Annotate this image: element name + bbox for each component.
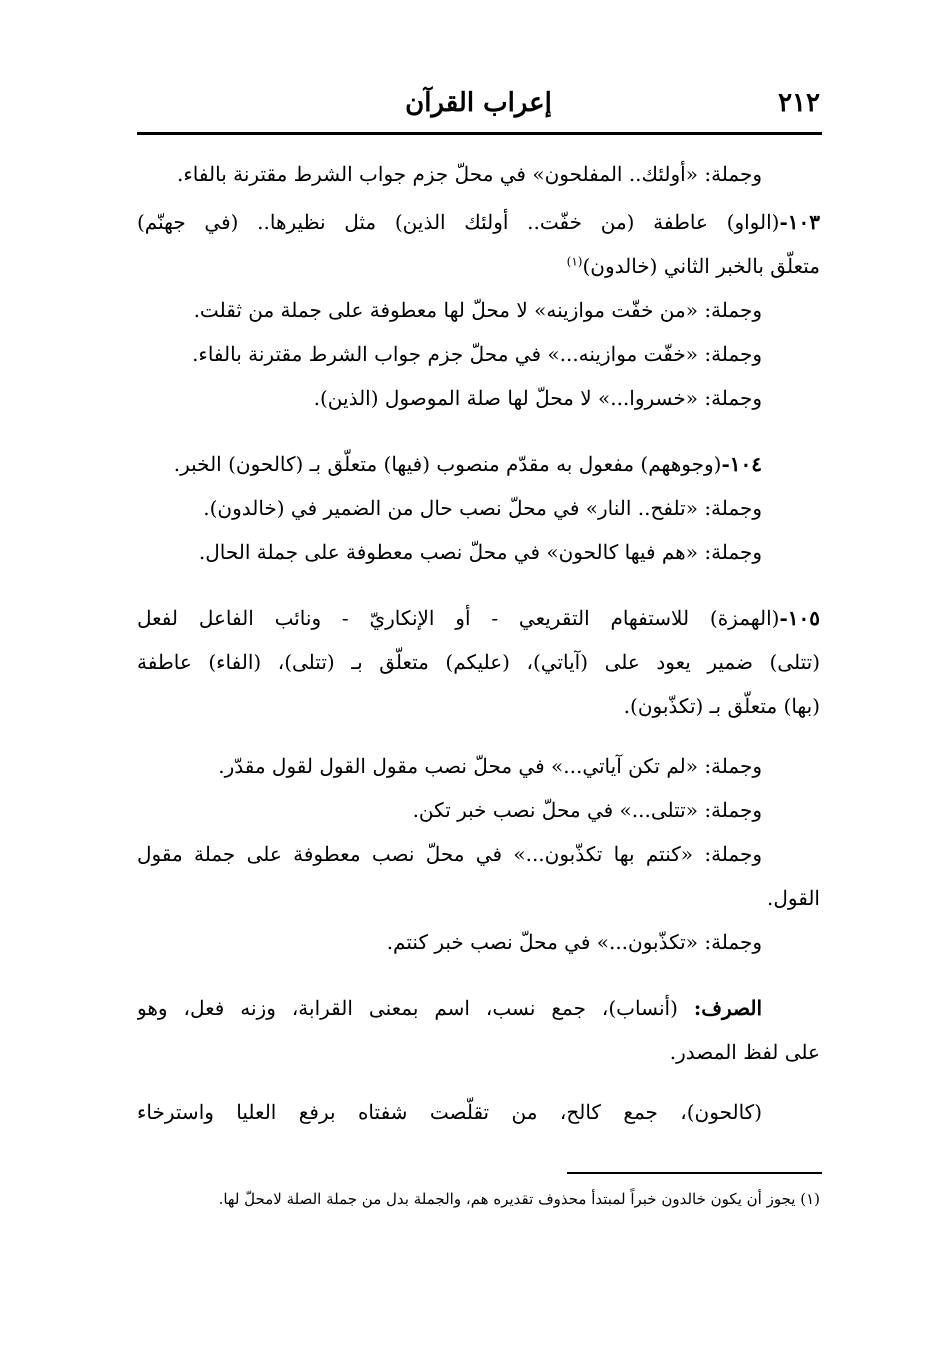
- paragraph-text: (الواو) عاطفة (من خفّت.. أولئك الذين) مثل نظيرها.. (في جهنّم): [137, 210, 780, 234]
- footnote-reference[interactable]: (١): [566, 254, 583, 269]
- sentence-line: وجملة: «لم تكن آياتي...» في محلّ نصب مقول القول لقول مقدّر.: [218, 754, 762, 778]
- paragraph-text: (وجوههم) مفعول به مقدّم منصوب (فيها) متعلّق بـ (كالحون) الخبر.: [173, 452, 722, 476]
- sentence-line: وجملة: «كنتم بها تكذّبون...» في محلّ نصب معطوفة على جملة مقول: [137, 842, 762, 866]
- morphology-line: [137, 986, 820, 1030]
- sentence-line: وجملة: «تتلى...» في محلّ نصب خبر تكن.: [412, 798, 762, 822]
- sentence-line: وجملة: «تلفح.. النار» في محلّ نصب حال من الضمير في (خالدون).: [203, 496, 762, 520]
- footnote: (١) يجوز أن يكون خالدون خبراً لمبتدأ محذوف تقديره هم، والجملة بدل من جملة الصلة لامحلّ لها.: [218, 1190, 820, 1208]
- morphology-heading: الصرف:: [693, 996, 763, 1020]
- paragraph-text: (أنساب)، جمع نسب، اسم بمعنى القرابة، وزنه فعل، وهو: [137, 996, 678, 1020]
- header-rule: [137, 132, 822, 135]
- paragraph-104-line: [137, 442, 820, 486]
- page-body: [137, 152, 820, 1134]
- paragraph-text: متعلّق بالخبر الثاني (خالدون): [582, 254, 820, 278]
- running-title: إعراب القرآن: [405, 88, 552, 118]
- sentence-line: وجملة: «من خفّت موازينه» لا محلّ لها معطوفة على جملة من ثقلت.: [193, 298, 762, 322]
- sentence-line: وجملة: «أولئك.. المفلحون» في محلّ جزم جواب الشرط مقترنة بالفاء.: [177, 162, 762, 186]
- sentence-line: وجملة: «خسروا...» لا محلّ لها صلة الموصول (الذين).: [313, 386, 762, 410]
- page-number: ٢١٢: [778, 88, 820, 118]
- verse-number-104: ١٠٤-: [721, 452, 762, 476]
- paragraph-105-line: (تتلى) ضمير يعود على (آياتي)، (عليكم) متعلّق بـ (تتلى)، (الفاء) عاطفة: [137, 650, 820, 674]
- paragraph-text: (الهمزة) للاستفهام التقريعي - أو الإنكاريّ - ونائب الفاعل لفعل: [137, 606, 780, 630]
- sentence-line: وجملة: «هم فيها كالحون» في محلّ نصب معطوفة على جملة الحال.: [198, 540, 762, 564]
- paragraph-105-line: (بها) متعلّق بـ (تكذّبون).: [623, 694, 820, 718]
- verse-number-103: ١٠٣-: [779, 210, 820, 234]
- sentence-line: وجملة: «خفّت موازينه...» في محلّ جزم جواب الشرط مقترنة بالفاء.: [192, 342, 762, 366]
- verse-number-105: ١٠٥-: [779, 606, 820, 630]
- paragraph-105-line: [137, 596, 820, 640]
- page-header: [137, 88, 820, 128]
- morphology-line: على لفظ المصدر.: [669, 1040, 820, 1064]
- sentence-line: وجملة: «تكذّبون...» في محلّ نصب خبر كنتم.: [386, 930, 762, 954]
- sentence-line: القول.: [767, 886, 820, 910]
- morphology-line: (كالحون)، جمع كالح، من تقلّصت شفتاه برفع العليا واسترخاء: [137, 1100, 762, 1124]
- footnote-separator: [567, 1172, 822, 1174]
- paragraph-103-line: [137, 244, 820, 288]
- paragraph-103-line: [137, 200, 820, 244]
